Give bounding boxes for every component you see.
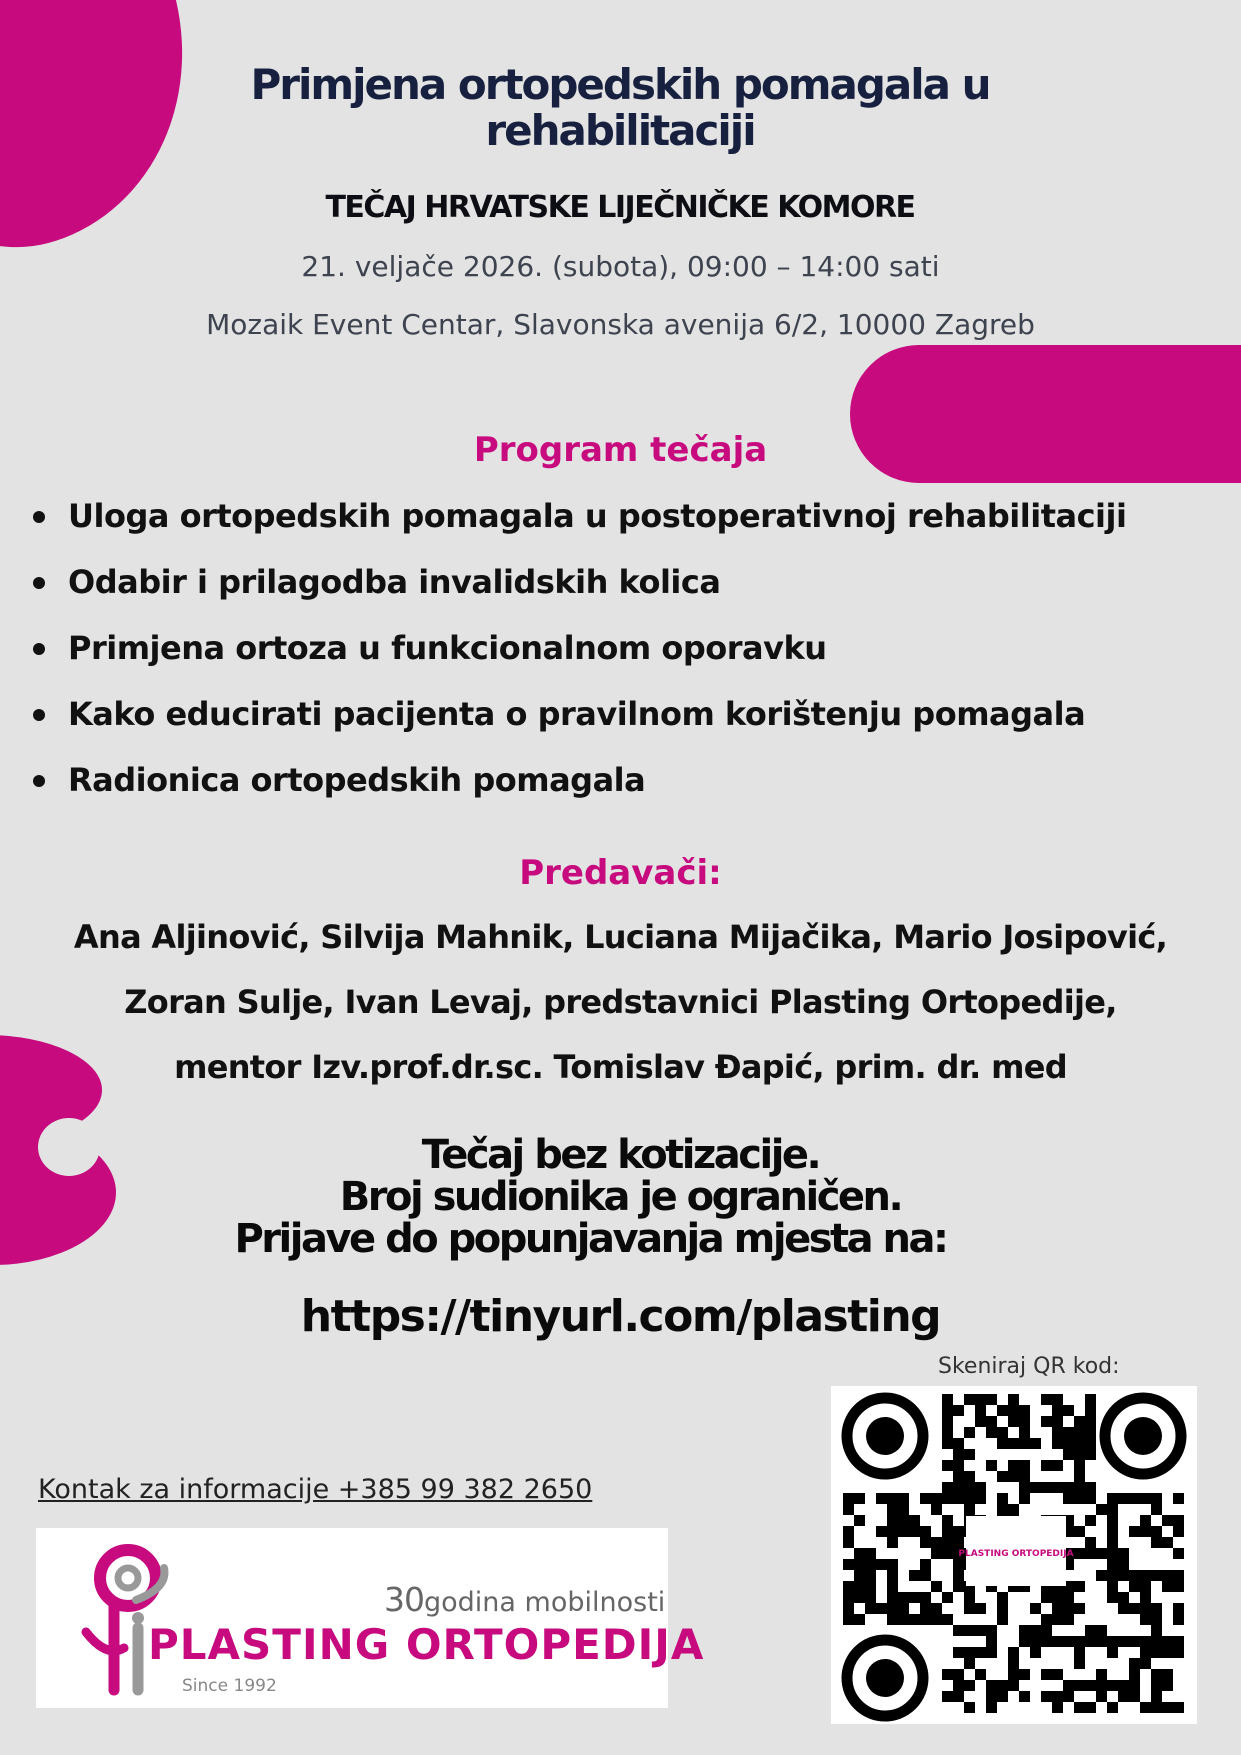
lecturers-line: Zoran Sulje, Ivan Levaj, predstavnici Plasting Ortopedije, bbox=[124, 983, 1117, 1021]
lecturers-line: Ana Aljinović, Silvija Mahnik, Luciana Mijačika, Mario Josipović, bbox=[73, 918, 1168, 956]
program-item: Odabir i prilagodba invalidskih kolica bbox=[30, 559, 1230, 625]
qr-caption: Skeniraj QR kod: bbox=[938, 1354, 1120, 1379]
event-venue: Mozaik Event Centar, Slavonska avenija 6/2, 10000 Zagreb bbox=[206, 308, 1035, 341]
plasting-logo bbox=[36, 1528, 705, 1708]
registration-notice: Tečaj bez kotizacije. bbox=[421, 1132, 820, 1178]
page-title bbox=[190, 62, 1050, 154]
lecturers-heading: Predavači: bbox=[519, 853, 722, 893]
registration-link[interactable]: https://tinyurl.com/plasting bbox=[300, 1291, 941, 1342]
contact-info-link[interactable]: Kontak za informacije +385 99 382 2650 bbox=[38, 1474, 593, 1505]
logo-since: Since 1992 bbox=[182, 1676, 277, 1696]
qr-code-icon bbox=[831, 1386, 1197, 1724]
event-date: 21. veljače 2026. (subota), 09:00 – 14:00 sati bbox=[301, 250, 940, 283]
program-item: Radionica ortopedskih pomagala bbox=[30, 757, 1230, 823]
course-subtitle: TEČAJ HRVATSKE LIJEČNIČKE KOMORE bbox=[325, 190, 915, 225]
logo-tagline bbox=[384, 1580, 665, 1619]
page-title-line-1: Primjena ortopedskih pomagala u bbox=[250, 60, 990, 109]
qr-code[interactable] bbox=[831, 1386, 1197, 1724]
program-heading: Program tečaja bbox=[473, 430, 768, 470]
program-item: Primjena ortoza u funkcionalnom oporavku bbox=[30, 625, 1230, 691]
page-title-line-2: rehabilitaciji bbox=[485, 106, 755, 155]
logo-name: PLASTING ORTOPEDIJA bbox=[148, 1620, 705, 1669]
logo-tagline-number: 30 bbox=[384, 1580, 424, 1619]
program-item: Uloga ortopedskih pomagala u postoperativnoj rehabilitaciji bbox=[30, 493, 1230, 559]
svg-text:PLASTING ORTOPEDIJA: PLASTING ORTOPEDIJA bbox=[958, 1549, 1074, 1559]
registration-notice: Broj sudionika je ograničen. bbox=[339, 1174, 902, 1220]
program-item: Kako educirati pacijenta o pravilnom korištenju pomagala bbox=[30, 691, 1230, 757]
program-list bbox=[30, 493, 1230, 823]
lecturers-line: mentor Izv.prof.dr.sc. Tomislav Đapić, prim. dr. med bbox=[174, 1048, 1067, 1086]
registration-notice: Prijave do popunjavanja mjesta na: bbox=[234, 1216, 947, 1262]
logo-tagline-text: godina mobilnosti bbox=[424, 1587, 666, 1618]
